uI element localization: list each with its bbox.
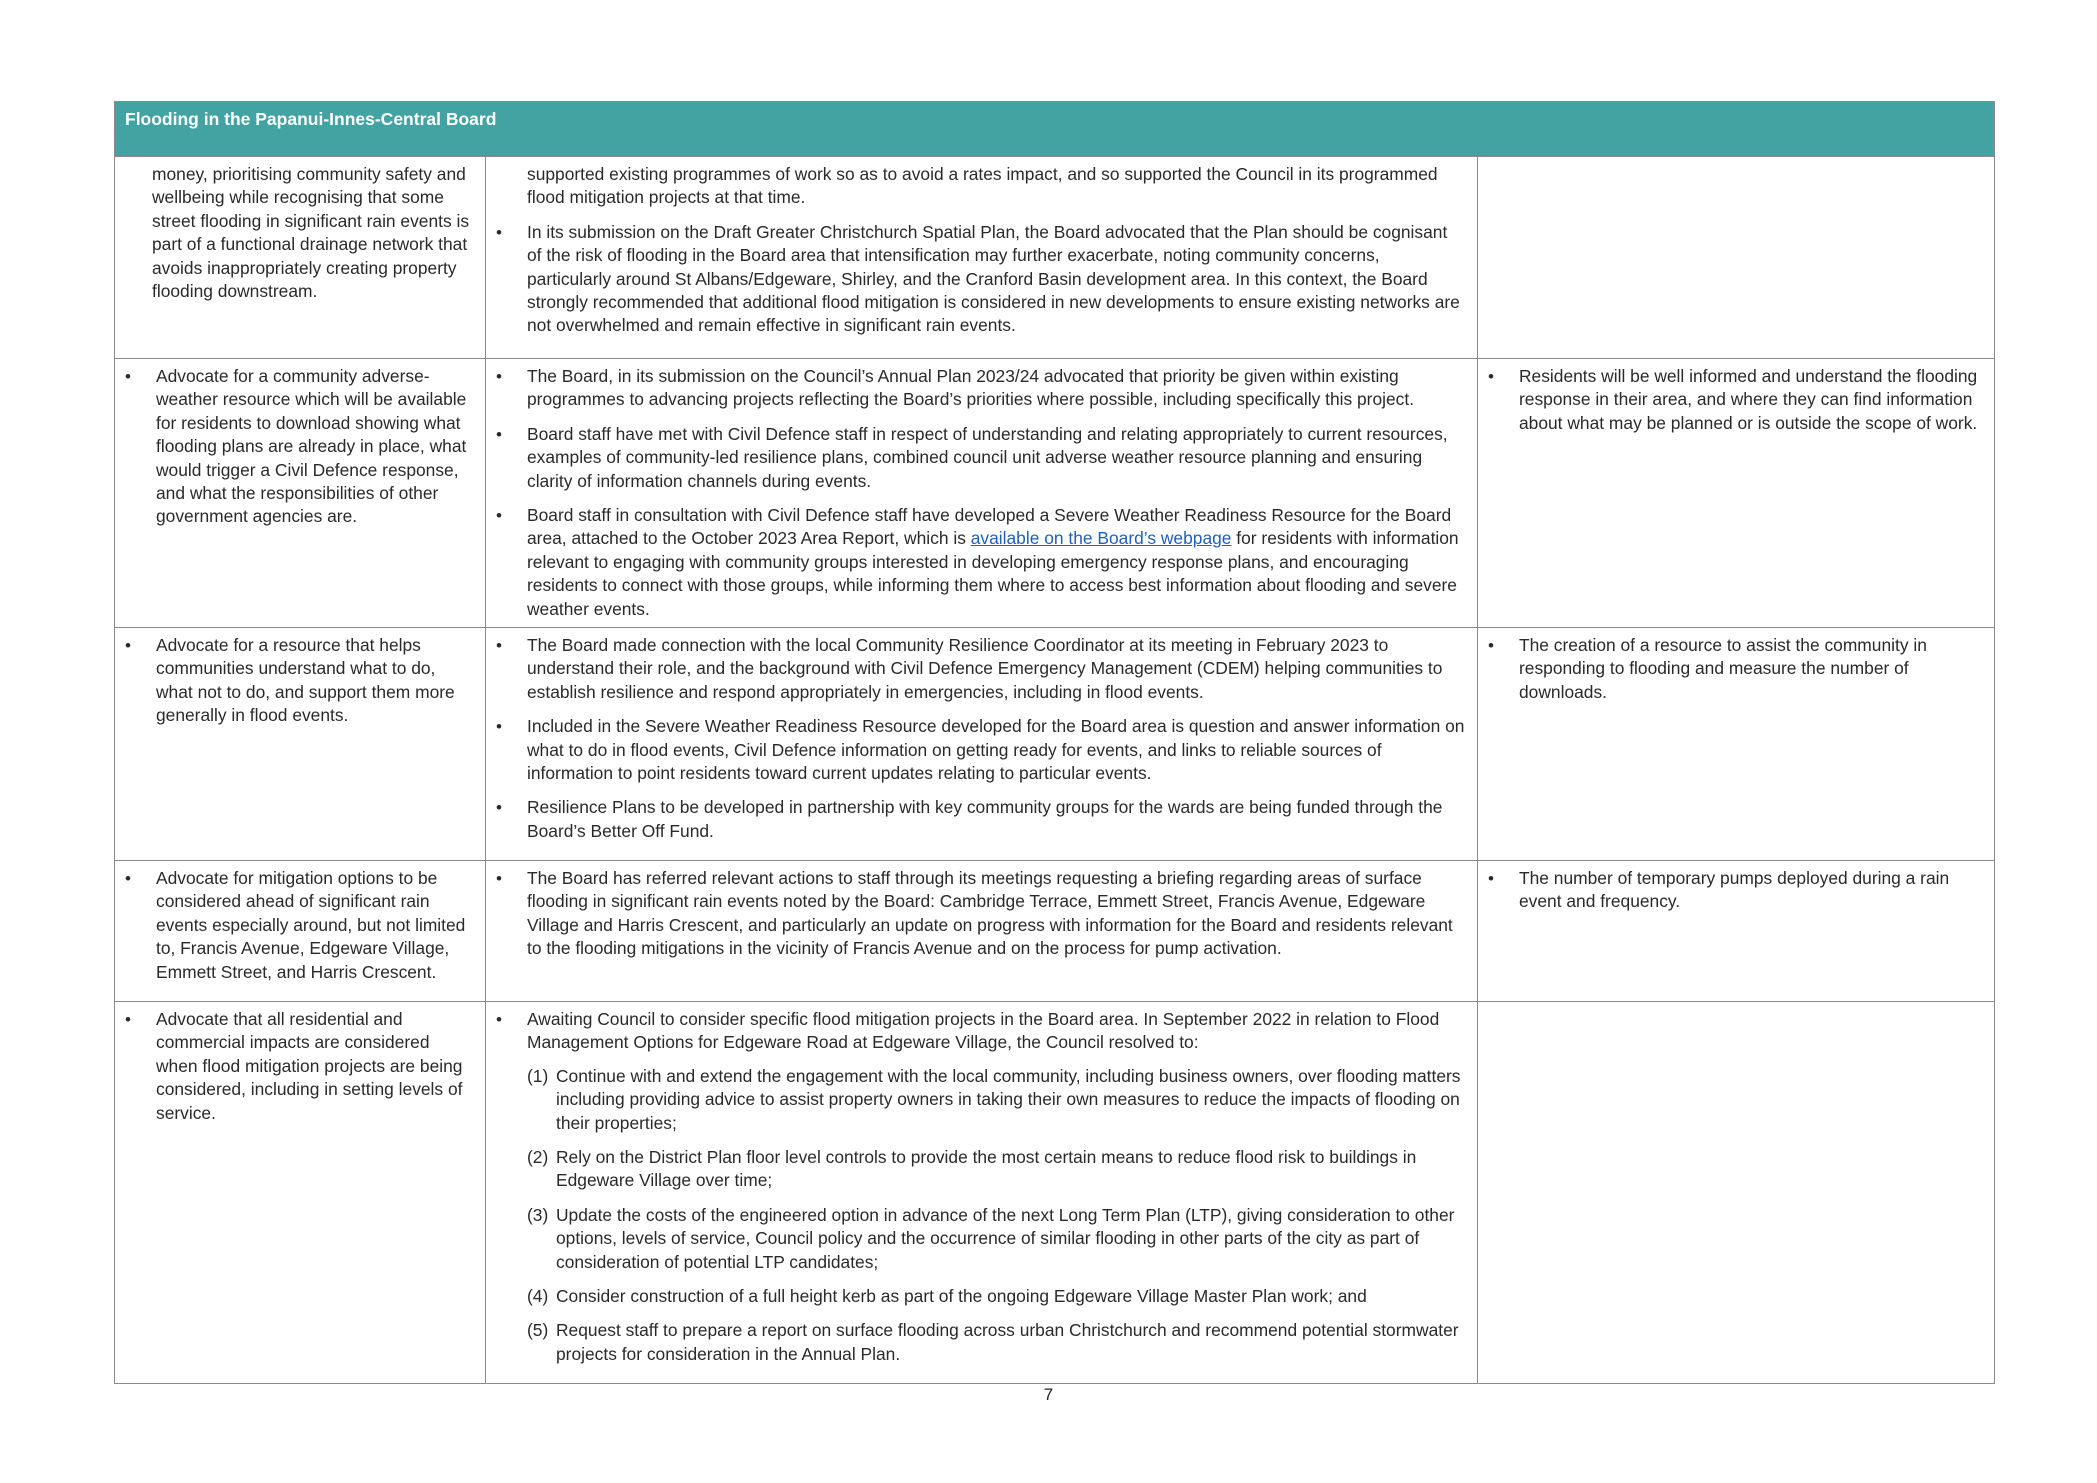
list-item: • The number of temporary pumps deployed during a rain event and frequency. bbox=[1486, 867, 1982, 914]
list-item: • Awaiting Council to consider specific flood mitigation projects in the Board area. In September 2022 in relation to Flood Management Options for Edgeware Road at Edgeware Village, the Council resolved to: bbox=[494, 1008, 1465, 1055]
table-row bbox=[115, 860, 1994, 1001]
advocacy-cell bbox=[115, 359, 485, 629]
list-item: • Advocate that all residential and commercial impacts are considered when flood mitigation projects are being considered, including in setting levels of service. bbox=[123, 1008, 473, 1125]
advocacy-cell bbox=[115, 1002, 485, 1383]
item-text: Request staff to prepare a report on surface flooding across urban Christchurch and recommend potential stormwater projects for consideration in the Annual Plan. bbox=[556, 1320, 1459, 1364]
bullet-list bbox=[1486, 365, 1982, 435]
advocacy-cell bbox=[115, 157, 485, 358]
list-item: • Advocate for a resource that helps communities understand what to do, what not to do, and support them more generally in flood events. bbox=[123, 634, 473, 728]
bullet-list bbox=[123, 1008, 473, 1125]
numbered-item bbox=[527, 1319, 1465, 1366]
council-resolutions-list bbox=[494, 1065, 1465, 1366]
table-row bbox=[115, 627, 1994, 860]
actions-cell bbox=[485, 1002, 1477, 1383]
outcome-cell bbox=[1477, 628, 1994, 860]
flooding-table bbox=[114, 101, 1995, 1384]
item-number: (4) bbox=[527, 1286, 549, 1307]
list-item: • The Board, in its submission on the Council’s Annual Plan 2023/24 advocated that priority be given within existing programmes to advancing projects reflecting the Board’s priorities where possible, including specifically this project. bbox=[494, 365, 1465, 412]
list-item: • Residents will be well informed and understand the flooding response in their area, and where they can find information about what may be planned or is outside the scope of work. bbox=[1486, 365, 1982, 435]
numbered-item bbox=[527, 1146, 1465, 1193]
item-text: Rely on the District Plan floor level controls to provide the most certain means to reduce flood risk to buildings in Edgeware Village over time; bbox=[556, 1147, 1417, 1191]
item-number: (3) bbox=[527, 1204, 549, 1225]
bullet-list bbox=[494, 365, 1465, 621]
actions-cell bbox=[485, 359, 1477, 629]
continued-text: supported existing programmes of work so as to avoid a rates impact, and so supported the Council in its programmed flood mitigation projects at that time. bbox=[527, 164, 1438, 208]
list-item: • Advocate for a community adverse-weather resource which will be available for residents to download showing what flooding plans are already in place, what would trigger a Civil Defence response, and what the responsibilities of other government agencies are. bbox=[123, 365, 473, 529]
table-row bbox=[115, 157, 1994, 358]
bullet-list bbox=[494, 867, 1465, 961]
item-text: Consider construction of a full height kerb as part of the ongoing Edgeware Village Master Plan work; and bbox=[556, 1286, 1367, 1307]
list-item: • Included in the Severe Weather Readiness Resource developed for the Board area is question and answer information on what to do in flood events, Civil Defence information on getting ready for events, and links to reliable sources of information to point residents toward current updates relating to particular events. bbox=[494, 715, 1465, 785]
bullet-list bbox=[123, 365, 473, 529]
item-text: Continue with and extend the engagement with the local community, including business owners, over flooding matters including providing advice to assist property owners in taking their own measures to reduce the impacts of flooding on their properties; bbox=[556, 1065, 1461, 1133]
item-number: (2) bbox=[527, 1147, 549, 1168]
bullet-list bbox=[123, 867, 473, 984]
bullet-list bbox=[494, 1008, 1465, 1055]
bullet-list bbox=[1486, 867, 1982, 914]
list-item: • Advocate for mitigation options to be considered ahead of significant rain events especially around, but not limited to, Francis Avenue, Edgeware Village, Emmett Street, and Harris Crescent. bbox=[123, 867, 473, 984]
list-item-text: for residents with information relevant to engaging with community groups interested in developing emergency response plans, and encouraging residents to connect with those groups, while informing them where to access best information about flooding and severe weather events. bbox=[527, 528, 1459, 619]
list-item bbox=[494, 504, 1465, 621]
list-item: • In its submission on the Draft Greater Christchurch Spatial Plan, the Board advocated that the Plan should be cognisant of the risk of flooding in the Board area that intensification may further exacerbate, noting community concerns, particularly around St Albans/Edgeware, Shirley, and the Cranford Basin development area. In this context, the Board strongly recommended that additional flood mitigation is considered in new developments to ensure existing networks are not overwhelmed and remain effective in significant rain events. bbox=[494, 221, 1465, 338]
item-number: (1) bbox=[527, 1065, 549, 1086]
numbered-item bbox=[527, 1204, 1465, 1274]
numbered-item bbox=[527, 1065, 1465, 1135]
page-number: 7 bbox=[1043, 1385, 1054, 1404]
bullet-list bbox=[123, 634, 473, 728]
item-number: (5) bbox=[527, 1320, 549, 1341]
bullet-list bbox=[494, 634, 1465, 843]
actions-cell bbox=[485, 157, 1477, 358]
table-row bbox=[115, 1001, 1994, 1383]
outcome-cell bbox=[1477, 861, 1994, 1001]
advocacy-cell bbox=[115, 628, 485, 860]
list-item: • Board staff have met with Civil Defence staff in respect of understanding and relating appropriately to current resources, examples of community-led resilience plans, combined council unit adverse weather resource planning and ensuring clarity of information channels during events. bbox=[494, 423, 1465, 493]
numbered-item bbox=[527, 1285, 1465, 1308]
item-text: Update the costs of the engineered option in advance of the next Long Term Plan (LTP), giving consideration to other options, levels of service, Council policy and the occurrence of similar flooding in other parts of the city as part of consideration of potential LTP candidates; bbox=[556, 1204, 1455, 1272]
actions-cell bbox=[485, 861, 1477, 1001]
outcome-cell bbox=[1477, 1002, 1994, 1383]
list-item: • The Board has referred relevant actions to staff through its meetings requesting a briefing regarding areas of surface flooding in significant rain events noted by the Board: Cambridge Terrace, Emmett Street, Francis Avenue, Edgeware Village and Harris Crescent, and particularly an update on progress with information for the Board and residents relevant to the flooding mitigations in the vicinity of Francis Avenue and on the process for pump activation. bbox=[494, 867, 1465, 961]
list-item: • Resilience Plans to be developed in partnership with key community groups for the wards are being funded through the Board’s Better Off Fund. bbox=[494, 796, 1465, 843]
continued-text: money, prioritising community safety and wellbeing while recognising that some street flooding in significant rain events is part of a functional drainage network that avoids inappropriately creating property flooding downstream. bbox=[152, 164, 470, 302]
actions-cell bbox=[485, 628, 1477, 860]
bullet-list bbox=[1486, 634, 1982, 704]
bullet-list bbox=[494, 221, 1465, 338]
table-row bbox=[115, 358, 1994, 627]
table-header-title: Flooding in the Papanui-Innes-Central Board bbox=[115, 102, 1994, 157]
outcome-cell bbox=[1477, 359, 1994, 629]
outcome-cell bbox=[1477, 157, 1994, 358]
list-item-text: Board staff in consultation with Civil Defence staff have developed a Severe Weather Readiness Resource for the Board area, attached to the October 2023 Area Report, which is bbox=[527, 505, 1452, 549]
list-item: • The Board made connection with the local Community Resilience Coordinator at its meeting in February 2023 to understand their role, and the background with Civil Defence Emergency Management (CDEM) helping communities to establish resilience and respond appropriately in emergencies, including in flood events. bbox=[494, 634, 1465, 704]
advocacy-cell bbox=[115, 861, 485, 1001]
board-webpage-link[interactable]: available on the Board’s webpage bbox=[970, 528, 1232, 549]
list-item: • The creation of a resource to assist the community in responding to flooding and measure the number of downloads. bbox=[1486, 634, 1982, 704]
